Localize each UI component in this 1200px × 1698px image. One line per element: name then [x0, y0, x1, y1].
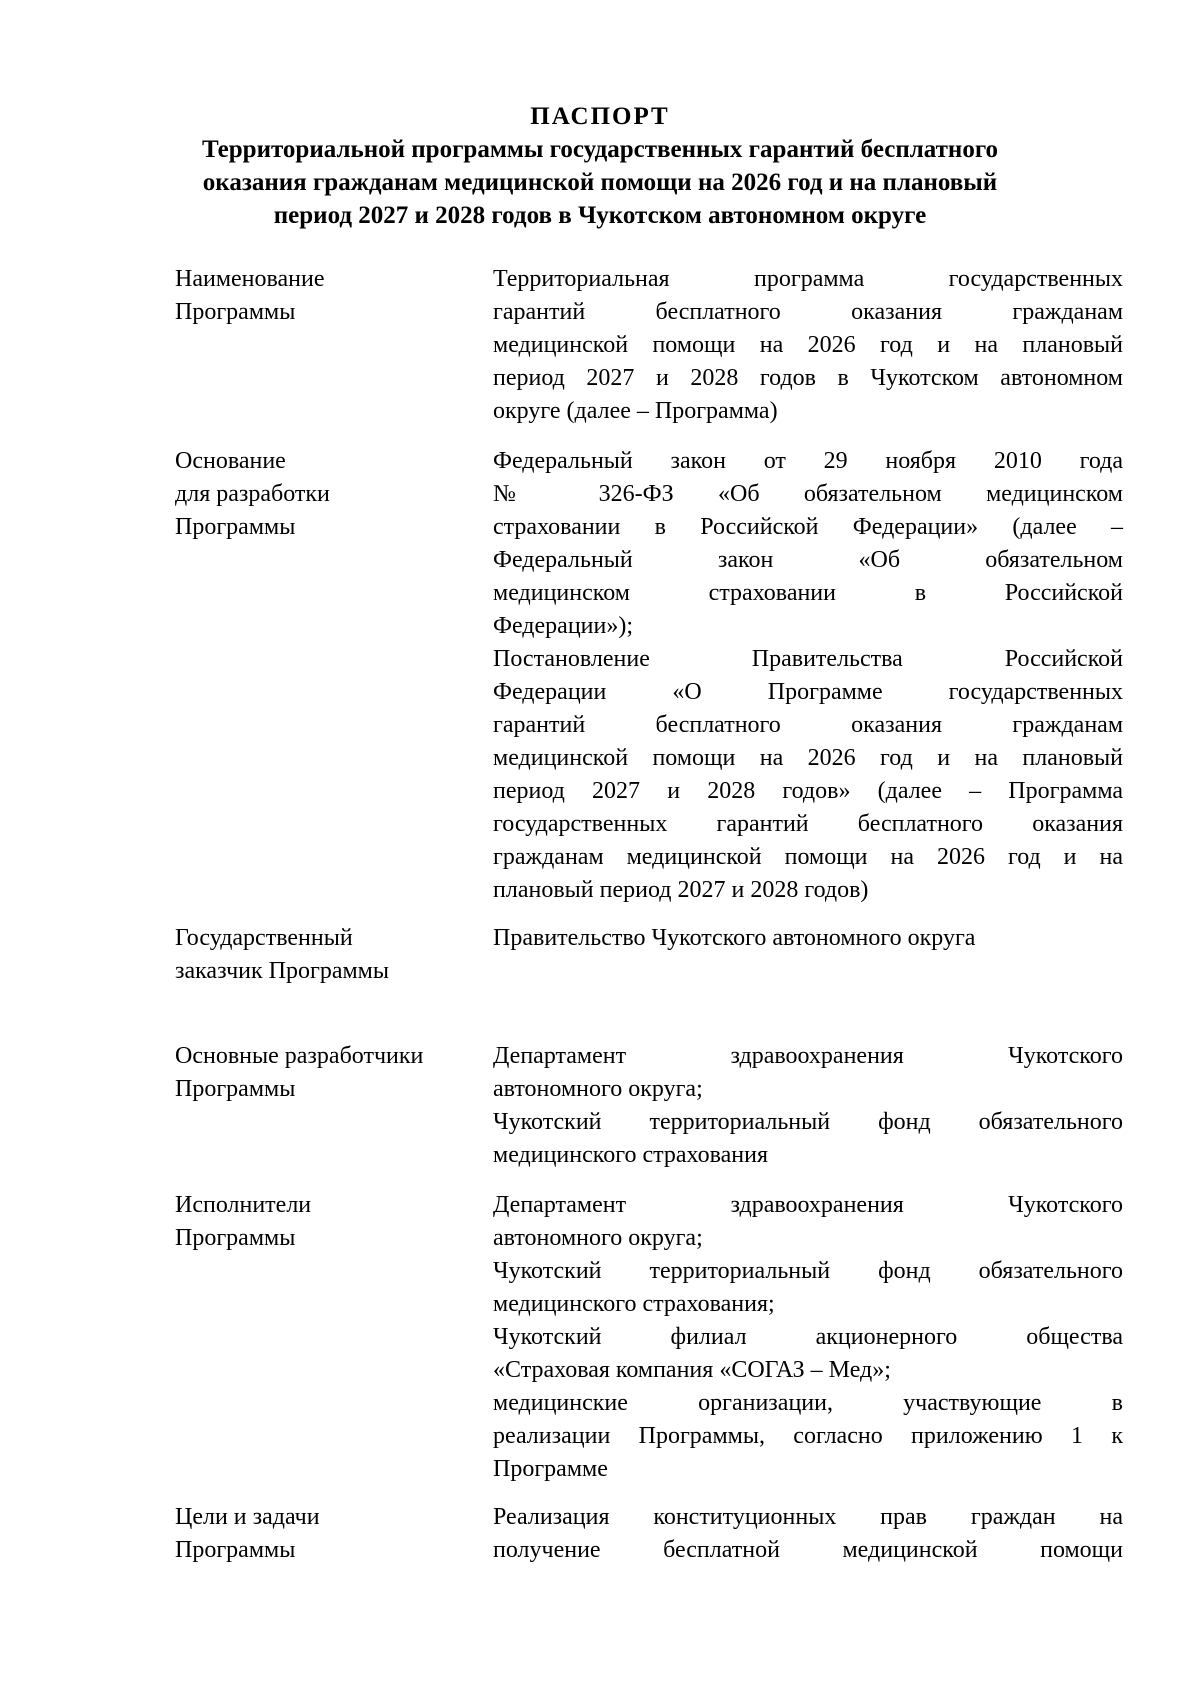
- document-subtitle-line: Территориальной программы государственных гарантий бесплатного: [201, 136, 999, 163]
- row-value-line: Чукотский территориальный фонд обязательного: [493, 1109, 1123, 1135]
- row-label: [175, 1501, 475, 1567]
- row-value: [493, 1501, 1123, 1567]
- row-label-line: Программы: [175, 1537, 296, 1563]
- row-label-line: заказчик Программы: [175, 958, 389, 984]
- row-value-line: Чукотский территориальный фонд обязательного: [493, 1258, 1123, 1284]
- row-value-line: «Страховая компания «СОГАЗ – Мед»;: [493, 1357, 891, 1383]
- row-label: [175, 922, 475, 988]
- row-label-line: Основание: [175, 448, 286, 474]
- row-value-line: медицинской помощи на 2026 год и на плановый: [493, 745, 1123, 771]
- row-label-line: Программы: [175, 1225, 296, 1251]
- row-label: [175, 1040, 475, 1106]
- row-value-line: получение бесплатной медицинской помощи: [493, 1537, 1123, 1563]
- row-value-line: Территориальная программа государственных: [493, 266, 1123, 292]
- row-value-line: медицинской помощи на 2026 год и на плановый: [493, 332, 1123, 358]
- row-value-line: Федеральный закон от 29 ноября 2010 года: [493, 448, 1123, 474]
- row-value: [493, 1189, 1123, 1486]
- row-label-line: Цели и задачи: [175, 1504, 320, 1530]
- row-value-line: реализации Программы, согласно приложению 1 к: [493, 1423, 1123, 1449]
- row-value-line: гражданам медицинской помощи на 2026 год и на: [493, 844, 1123, 870]
- row-value: [493, 922, 1123, 955]
- row-value-line: медицинского страхования;: [493, 1291, 775, 1317]
- row-value-line: гарантий бесплатного оказания гражданам: [493, 712, 1123, 738]
- row-value-line: Федерации»);: [493, 613, 634, 639]
- row-value-line: Департамент здравоохранения Чукотского: [493, 1192, 1123, 1218]
- row-label-line: для разработки: [175, 481, 330, 507]
- row-value-line: период 2027 и 2028 годов в Чукотском автономном: [493, 365, 1123, 391]
- row-label-line: Наименование: [175, 266, 325, 292]
- row-value-line: автономного округа;: [493, 1225, 703, 1251]
- row-value-line: медицинского страхования: [493, 1142, 769, 1168]
- document-header: [0, 100, 1200, 232]
- row-value-line: округе (далее – Программа): [493, 398, 778, 424]
- row-label: [175, 263, 475, 329]
- row-value-line: Федерации «О Программе государственных: [493, 679, 1123, 705]
- row-label-line: Программы: [175, 1076, 296, 1102]
- row-value-line: Правительство Чукотского автономного округа: [493, 925, 976, 951]
- row-value-line: Постановление Правительства Российской: [493, 646, 1123, 672]
- row-value-line: Федеральный закон «Об обязательном: [493, 547, 1123, 573]
- document-subtitle-line: оказания гражданам медицинской помощи на 2026 год и на плановый: [202, 169, 998, 196]
- row-label: [175, 1189, 475, 1255]
- row-value: [493, 263, 1123, 428]
- row-label: [175, 445, 475, 544]
- row-value: [493, 1040, 1123, 1172]
- row-value-line: государственных гарантий бесплатного оказания: [493, 811, 1123, 837]
- row-value-line: Чукотский филиал акционерного общества: [493, 1324, 1123, 1350]
- row-value-line: Программе: [493, 1456, 608, 1482]
- row-label-line: Исполнители: [175, 1192, 312, 1218]
- row-value-line: страховании в Российской Федерации» (далее –: [493, 514, 1123, 540]
- row-value-line: автономного округа;: [493, 1076, 703, 1102]
- row-value-line: Реализация конституционных прав граждан на: [493, 1504, 1123, 1530]
- row-value-line: период 2027 и 2028 годов» (далее – Программа: [493, 778, 1123, 804]
- document-subtitle-line: период 2027 и 2028 годов в Чукотском автономном округе: [273, 202, 927, 229]
- row-label-line: Основные разработчики: [175, 1043, 424, 1069]
- row-label-line: Программы: [175, 514, 296, 540]
- row-value: [493, 445, 1123, 907]
- row-value-line: медицинские организации, участвующие в: [493, 1390, 1123, 1416]
- row-value-line: № 326-ФЗ «Об обязательном медицинском: [493, 481, 1123, 507]
- row-label-line: Государственный: [175, 925, 353, 951]
- document-title: ПАСПОРТ: [530, 103, 670, 130]
- row-value-line: медицинском страховании в Российской: [493, 580, 1123, 606]
- row-label-line: Программы: [175, 299, 296, 325]
- row-value-line: гарантий бесплатного оказания гражданам: [493, 299, 1123, 325]
- row-value-line: Департамент здравоохранения Чукотского: [493, 1043, 1123, 1069]
- row-value-line: плановый период 2027 и 2028 годов): [493, 877, 869, 903]
